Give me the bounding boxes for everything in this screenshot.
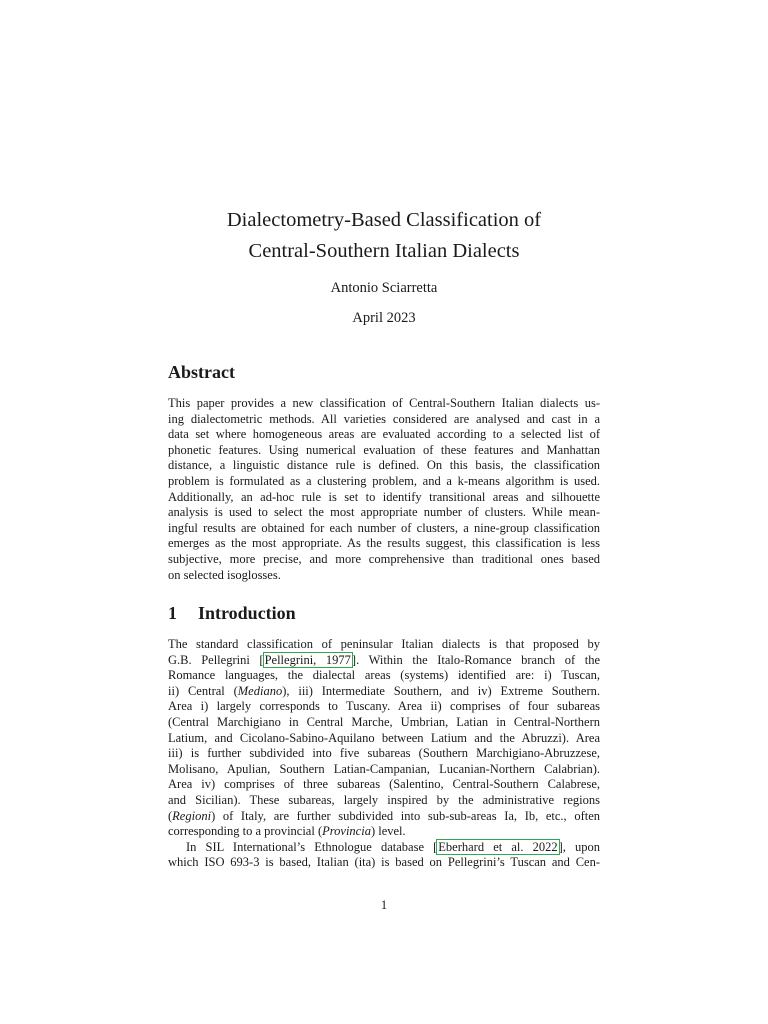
intro-line: corresponding to a provincial (Provincia) level.	[168, 824, 406, 839]
intro-line: (Regioni) of Italy, are further subdivided into sub-sub-areas Ia, Ib, etc., often	[168, 808, 600, 823]
intro-line: which ISO 693-3 is based, Italian (ita) is based on Pellegrini’s Tuscan and Cen-	[168, 855, 600, 870]
section-number: 1	[168, 603, 177, 623]
abstract-heading: Abstract	[168, 362, 235, 382]
title-line-2: Central-Southern Italian Dialects	[248, 240, 520, 262]
abstract-line: distance, a linguistic distance rule is defined. On this basis, the classification	[168, 458, 600, 473]
intro-line: and Sicilian). These subareas, largely inspired by the administrative regions	[168, 792, 600, 807]
intro-line: ii) Central (Mediano), iii) Intermediate Southern, and iv) Extreme Southern.	[168, 683, 600, 698]
intro-line: The standard classification of peninsular Italian dialects is that proposed by	[168, 637, 600, 651]
intro-line: Latium, and Cicolano-Sabino-Aquilano between Latium and the Abruzzi). Area	[168, 730, 600, 745]
abstract-line: data set where homogeneous areas are evaluated according to a selected list of	[168, 427, 600, 442]
abstract-line: analysis is used to select the most appropriate number of clusters. While mean-	[168, 505, 600, 520]
publication-date: April 2023	[352, 310, 416, 326]
page-number: 1	[380, 898, 388, 912]
intro-line: Molisano, Apulian, Southern Latian-Campanian, Lucanian-Northern Calabrian).	[168, 761, 600, 776]
intro-line: Area iv) comprises of three subareas (Salentino, Central-Southern Calabrese,	[168, 777, 600, 792]
citation-link-eberhard[interactable]: Eberhard et al. 2022	[438, 839, 558, 854]
paper-title	[0, 205, 768, 267]
abstract-line: problem is formulated as a clustering problem, and a k-means algorithm is used.	[168, 473, 600, 488]
intro-line: Area i) largely corresponds to Tuscany. Area ii) comprises of four subareas	[168, 699, 600, 714]
citation-link-pellegrini[interactable]: Pellegrini, 1977	[264, 652, 351, 667]
abstract-line: ing dialectometric methods. All varieties considered are analysed and cast in a	[168, 411, 600, 426]
abstract-line: ingful results are obtained for each number of clusters, a nine-group classification	[168, 520, 600, 535]
abstract-line: on selected isoglosses.	[168, 567, 281, 582]
intro-line: G.B. Pellegrini [Pellegrini, 1977]. Within the Italo-Romance branch of the	[168, 652, 600, 667]
section-title: Introduction	[198, 603, 296, 623]
intro-line: In SIL International’s Ethnologue database [Eberhard et al. 2022], upon	[186, 839, 600, 854]
abstract-body	[168, 396, 600, 583]
abstract-line: phonetic features. Using numerical evaluation of these features and Manhattan	[168, 442, 600, 457]
introduction-body	[168, 637, 600, 871]
intro-line: iii) is further subdivided into five subareas (Southern Marchigiano-Abruzzese,	[168, 746, 600, 761]
abstract-line: subjective, more precise, and more comprehensive than traditional ones based	[168, 551, 600, 566]
abstract-line: Additionally, an ad-hoc rule is set to identify transitional areas and silhouette	[168, 489, 600, 504]
intro-line: Romance languages, the dialectal areas (systems) identified are: i) Tuscan,	[168, 668, 600, 683]
section-heading-introduction	[168, 603, 296, 624]
abstract-line: This paper provides a new classification of Central-Southern Italian dialects us-	[168, 396, 600, 410]
author-name: Antonio Sciarretta	[330, 280, 438, 296]
title-line-1: Dialectometry-Based Classification of	[226, 209, 542, 231]
intro-line: (Central Marchigiano in Central Marche, Umbrian, Latian in Central-Northern	[168, 714, 600, 729]
abstract-line: emerges as the most appropriate. As the results suggest, this classification is less	[168, 536, 600, 551]
